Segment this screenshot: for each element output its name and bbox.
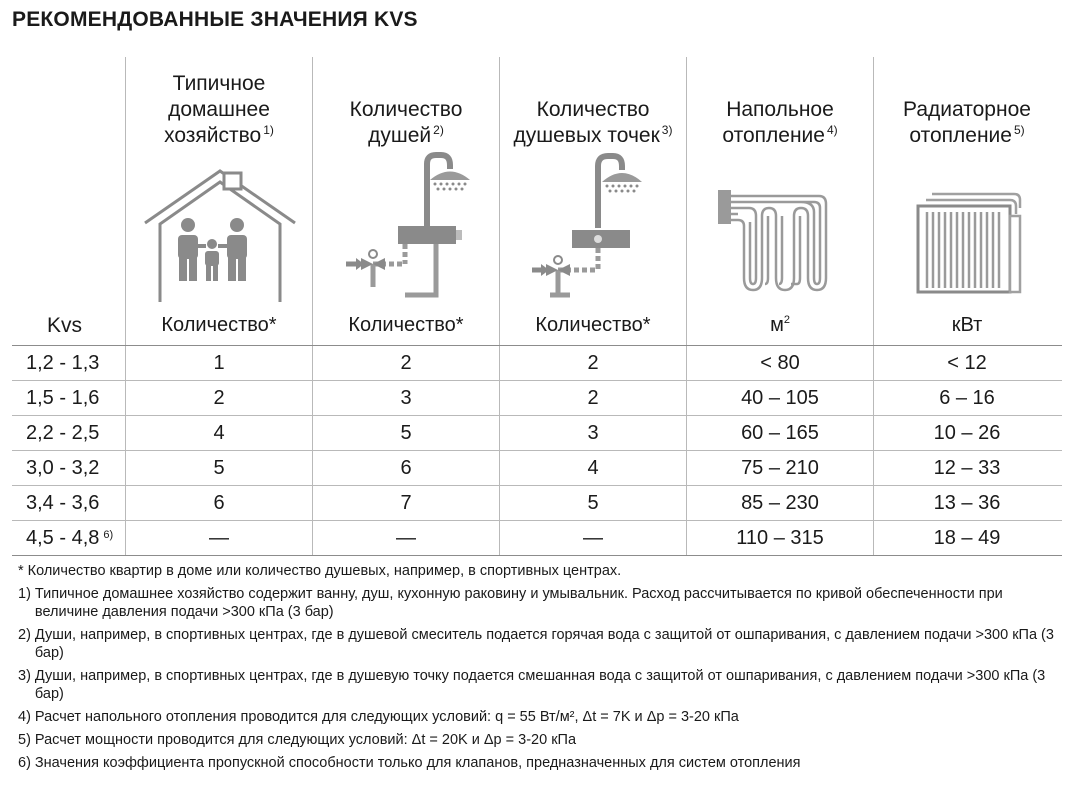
footnotes [18,562,1063,777]
footnote-text: Типичное домашнее хозяйство содержит ванну, душ, кухонную раковину и умывальник. Расход рассчитывается по кривой обеспеченности при величине давления подачи >300 кПа (3 бар) [34,586,1003,620]
footnote-text: Расчет мощности проводится для следующих условий: Δt = 20K и Δp = 3-20 кПа [34,732,577,748]
column-header-line: Количество [536,98,650,121]
floor-heating-icon [714,186,834,296]
table-cell: — [396,527,416,549]
footnote-item [18,585,1063,621]
row-divider [12,415,1062,416]
footnote-item [18,562,1063,580]
radiator-icon [914,190,1024,300]
table-cell: 6 – 16 [939,387,995,409]
row-divider [12,520,1062,521]
column-header-line: Типичное [172,72,266,95]
footnote-mark: 5) [18,732,31,748]
footnote-text: Души, например, в спортивных центрах, где в душевую точку подается смешанная вода с защитой от ошпаривания, с давлением подачи >300 кПа (3 бар) [34,668,1046,702]
column-header-line: домашнее [168,98,270,121]
unit-text: Количество [535,314,643,336]
footnote-item [18,667,1063,703]
table-cell: 2 [587,387,599,409]
footnote-mark: 1) [18,586,31,602]
kvs-value [26,527,113,550]
table-cell: 5 [213,457,225,479]
unit-text: кВт [951,314,983,336]
column-header-line: душей [368,124,432,147]
kvs-value: 2,2 - 2,5 [26,422,100,444]
column-header-line: хозяйство [164,124,262,147]
column-header-showers [312,97,500,149]
page-title: РЕКОМЕНДОВАННЫЕ ЗНАЧЕНИЯ KVS [12,8,418,31]
footnote-mark: * [18,563,24,579]
column-header-line: Радиаторное [903,98,1031,121]
unit-label [499,314,687,337]
column-header-line: душевых точек [513,124,660,147]
footnote-ref: 6) [103,529,114,541]
kvs-value: 3,4 - 3,6 [26,492,100,514]
footnote-item [18,731,1063,749]
footnote-item [18,708,1063,726]
column-header-shower-points [499,97,687,149]
kvs-value: 1,5 - 1,6 [26,387,100,409]
unit-mark: * [268,314,277,336]
shower-mixed-water-icon [530,152,660,302]
table-cell: 1 [213,352,225,374]
column-header-floor-heating [686,97,874,149]
table-cell: 85 – 230 [741,492,819,514]
footnote-mark: 6) [18,755,31,771]
table-cell: 60 – 165 [741,422,819,444]
table-cell: 4 [587,457,599,479]
table-cell: 18 – 49 [933,527,1001,549]
footnote-ref: 4) [826,123,838,137]
column-header-radiator-heating [873,97,1061,149]
table-cell: 13 – 36 [933,492,1001,514]
table-cell: 3 [400,387,412,409]
table-cell: < 12 [947,352,987,374]
footnote-mark: 4) [18,709,31,725]
table-cell: 2 [213,387,225,409]
footnote-ref: 5) [1013,123,1025,137]
kvs-value: 1,2 - 1,3 [26,352,100,374]
footnote-ref: 1) [263,123,274,137]
row-divider [12,380,1062,381]
unit-label [312,314,500,337]
kvs-value-text: 4,5 - 4,8 [26,527,100,549]
footnote-ref: 2) [433,123,444,137]
table-cell: 3 [587,422,599,444]
kvs-value: 3,0 - 3,2 [26,457,100,479]
table-cell: 12 – 33 [933,457,1001,479]
footnote-item [18,626,1063,662]
row-divider [12,450,1062,451]
table-cell: 40 – 105 [741,387,819,409]
table-cell: — [583,527,603,549]
unit-label [686,314,874,337]
shower-hot-water-icon [343,152,473,302]
unit-text: м [770,314,784,336]
footnote-text: Значения коэффициента пропускной способности только для клапанов, предназначенных для систем отопления [34,755,801,771]
table-cell: 110 – 315 [736,527,824,549]
table-cell: 7 [400,492,412,514]
unit-label [125,314,313,337]
unit-superscript: 2 [783,314,790,326]
house-family-icon [140,168,300,304]
kvs-column-header: Kvs [47,314,83,337]
table-cell: 5 [587,492,599,514]
table-cell: < 80 [760,352,800,374]
column-header-household [125,71,313,149]
unit-text: Количество [348,314,456,336]
column-header-line: Количество [349,98,463,121]
column-header-line: отопление [909,124,1012,147]
unit-mark: * [455,314,464,336]
table-cell: 6 [213,492,225,514]
header-divider [12,345,1062,346]
footnote-ref: 3) [661,123,673,137]
unit-label [873,314,1061,337]
footnote-text: Расчет напольного отопления проводится для следующих условий: q = 55 Вт/м², Δt = 7K и Δp = 3-20 кПа [34,709,739,725]
row-divider [12,485,1062,486]
column-header-line: Напольное [726,98,834,121]
table-cell: 2 [400,352,412,374]
table-cell: 2 [587,352,599,374]
table-cell: 6 [400,457,412,479]
unit-text: Количество [161,314,269,336]
table-cell: — [209,527,229,549]
table-cell: 5 [400,422,412,444]
unit-mark: * [642,314,651,336]
footnote-text: Души, например, в спортивных центрах, где в душевой смеситель подается горячая вода с защитой от ошпаривания, с давлением подачи >300 кПа (3 бар) [34,627,1054,661]
table-bottom-divider [12,555,1062,556]
footnote-text: Количество квартир в доме или количество душевых, например, в спортивных центрах. [27,563,622,579]
footnote-mark: 3) [18,668,31,684]
table-cell: 4 [213,422,225,444]
footnote-item [18,754,1063,772]
table-cell: 10 – 26 [933,422,1001,444]
table-cell: 75 – 210 [741,457,819,479]
footnote-mark: 2) [18,627,31,643]
column-header-line: отопление [722,124,825,147]
